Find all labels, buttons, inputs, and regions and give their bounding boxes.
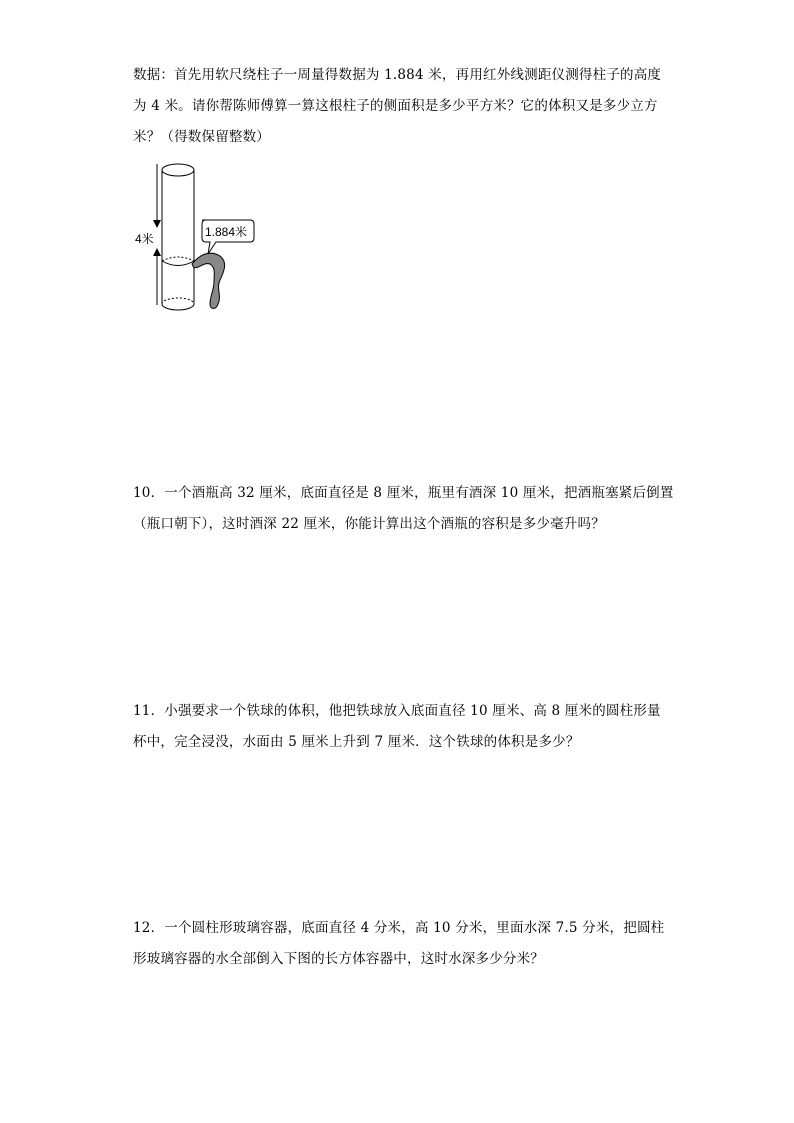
question-11-line-1: 11．小强要求一个铁球的体积，他把铁球放入底面直径 10 厘米、高 8 厘米的圆柱形量 (133, 703, 661, 719)
question-11 (133, 696, 665, 758)
circumference-label: 1.884米 (205, 225, 248, 239)
question-12-line-2: 形玻璃容器的水全部倒入下图的长方体容器中，这时水深多少分米？ (133, 951, 544, 967)
cylinder-pillar (162, 164, 194, 310)
circumference-callout (202, 220, 254, 254)
intro-line-1: 数据：首先用软尺绕柱子一周量得数据为 1.884 米，再用红外线测距仪测得柱子的高度 (133, 67, 662, 83)
tape-measure-shape (192, 253, 225, 308)
pillar-figure (130, 158, 270, 318)
question-10-line-1: 10．一个酒瓶高 32 厘米，底面直径是 8 厘米，瓶里有酒深 10 厘米，把酒瓶塞紧后倒置 (133, 485, 674, 501)
height-label: 4米 (135, 232, 154, 246)
question-11-line-2: 杯中，完全浸没，水面由 5 厘米上升到 7 厘米．这个铁球的体积是多少？ (133, 734, 580, 750)
intro-line-2: 为 4 米。请你帮陈师傅算一算这根柱子的侧面积是多少平方米？它的体积又是多少立方 (133, 98, 658, 114)
intro-line-3: 米？（得数保留整数） (133, 129, 270, 145)
question-12-line-1: 12．一个圆柱形玻璃容器，底面直径 4 分米，高 10 分米，里面水深 7.5 分米，把圆柱 (133, 920, 665, 936)
problem-9-continuation (133, 60, 665, 153)
question-10 (133, 478, 674, 540)
question-10-line-2: （瓶口朝下），这时酒深 22 厘米，你能计算出这个酒瓶的容积是多少毫升吗？ (133, 516, 605, 532)
question-12 (133, 913, 665, 975)
height-dimension-arrow (153, 164, 161, 305)
